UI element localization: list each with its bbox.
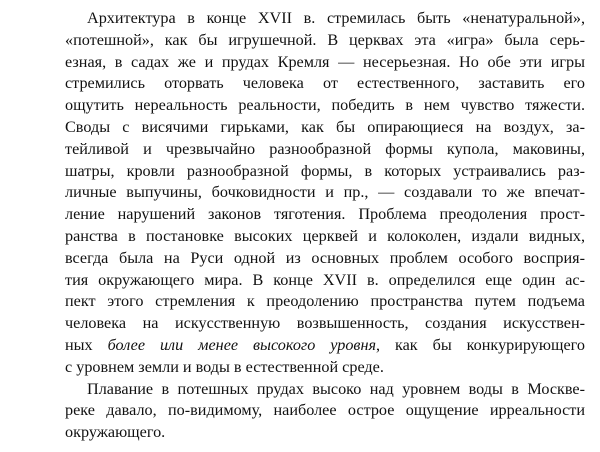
text-line: ранства в постановке высоких церквей и колоколен, издали видных, (65, 226, 585, 245)
text-line: езная, в садах же и прудах Кремля — несерьезная. Но обе эти игры (65, 52, 585, 71)
text-line: всегда была на Руси одной из основных проблем особого восприя- (65, 248, 585, 267)
text-line: Своды с висячими гирьками, как бы опирающиеся на воздух, за- (65, 117, 585, 136)
text-line: человека на искусственную возвышенность, создания искусствен- (65, 314, 585, 333)
italic-phrase: более или менее (107, 335, 239, 354)
text-run: ных (65, 335, 108, 354)
text-line-last: с уровнем земли и воды в естественной среде. (65, 357, 384, 376)
italic-phrase: высокого уровня (253, 335, 376, 354)
text-line: ление нарушений законов тяготения. Проблема преодоления прост- (65, 205, 585, 224)
text-line: пект этого стремления к преодолению пространства путем подъема (65, 292, 585, 311)
text-line: ощутить нереальность реальности, победить в нем чувство тяжести. (65, 96, 585, 115)
text-line: Архитектура в конце XVII в. стремилась быть «ненатуральной», (87, 9, 585, 27)
text-line-italic-phrases (65, 335, 585, 357)
text-line: личные выпучины, бочковидности и пр., — создавали то же впечат- (65, 183, 585, 202)
document-page (65, 8, 585, 444)
text-line: Плавание в потешных прудах высоко над уровнем воды в Москве- (87, 379, 585, 398)
paragraph-2 (65, 379, 585, 444)
text-run: , как бы конкурирующего (376, 335, 585, 354)
text-line: реке давало, по-видимому, наиболее острое ощущение ирреальности (65, 401, 585, 420)
text-run (238, 336, 253, 354)
text-line-last: окружающего. (65, 423, 166, 442)
text-line: «потешной», как бы игрушечной. В церквах эта «игра» была серь- (65, 30, 585, 49)
paragraph-1 (65, 8, 585, 379)
text-line: шатры, кровли разнообразной формы, в которых устраивались раз- (65, 161, 585, 180)
text-line: тия окружающего мира. В конце XVII в. определился еще один ас- (65, 270, 585, 289)
text-line: стремились оторвать человека от естественного, заставить его (65, 74, 585, 93)
text-line: тейливой и чрезвычайно разнообразной формы купола, маковины, (65, 139, 585, 158)
